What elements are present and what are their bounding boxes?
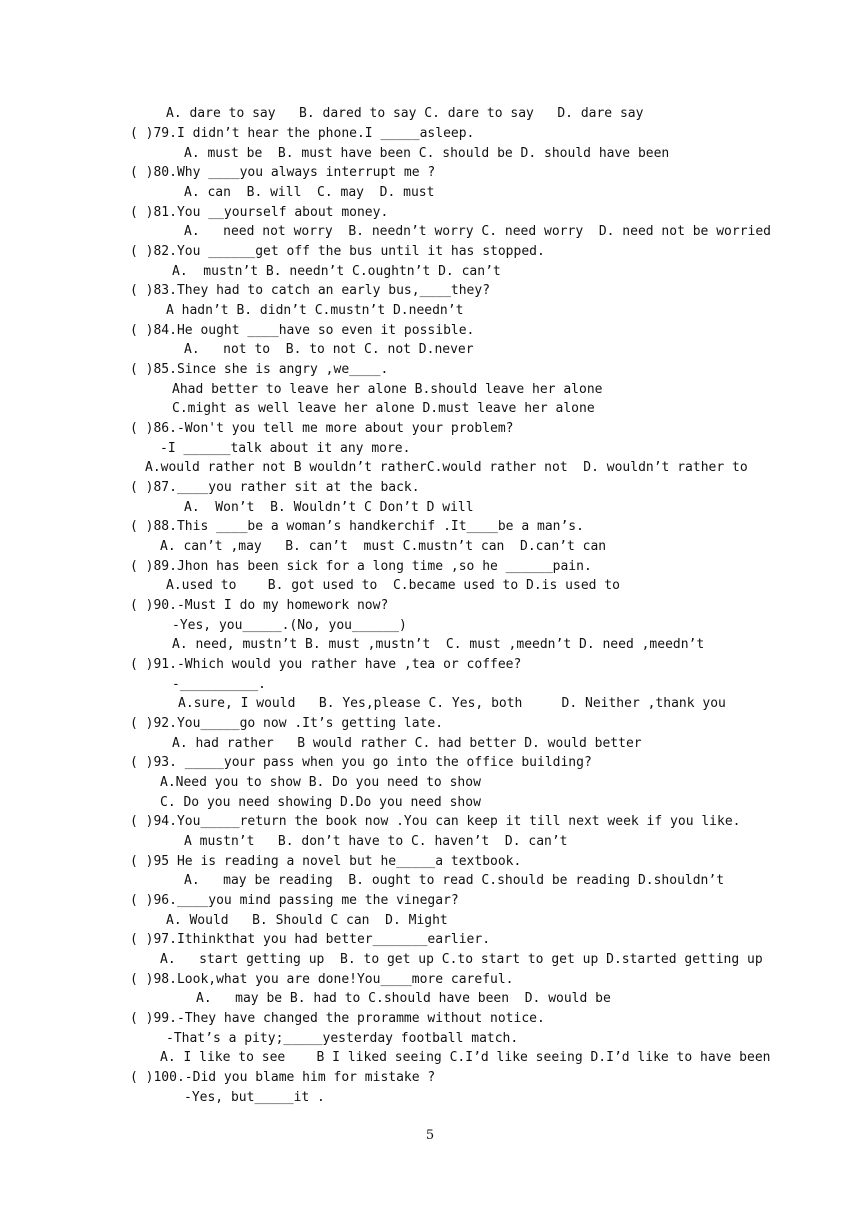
question-line: ( )84.He ought ____have so even it possible.: [130, 323, 475, 338]
question-line: ( )85.Since she is angry ,we____.: [130, 362, 389, 377]
option-line: A. start getting up B. to get up C.to start to get up D.started getting up: [160, 952, 763, 967]
question-line: -I ______talk about it any more.: [160, 441, 411, 456]
question-line: ( )95 He is reading a novel but he_____a textbook.: [130, 854, 522, 869]
question-line: ( )83.They had to catch an early bus,____they?: [130, 283, 491, 298]
option-line: A. Won’t B. Wouldn’t C Don’t D will: [184, 500, 474, 515]
option-line: C.might as well leave her alone D.must leave her alone: [172, 401, 595, 416]
question-line: -That’s a pity;_____yesterday football match.: [166, 1031, 519, 1046]
option-line: C. Do you need showing D.Do you need show: [160, 795, 481, 810]
question-line: -Yes, you_____.(No, you______): [172, 618, 407, 633]
option-line: A. dare to say B. dared to say C. dare to say D. dare say: [166, 106, 644, 121]
question-line: ( )91.-Which would you rather have ,tea or coffee?: [130, 657, 522, 672]
question-line: ( )100.-Did you blame him for mistake ?: [130, 1070, 436, 1085]
option-line: A. need, mustn’t B. must ,mustn’t C. must ,meedn’t D. need ,meedn’t: [172, 637, 705, 652]
question-line: ( )81.You __yourself about money.: [130, 205, 389, 220]
option-line: A hadn’t B. didn’t C.mustn’t D.needn’t: [166, 303, 464, 318]
option-line: A. Would B. Should C can D. Might: [166, 913, 448, 928]
option-line: A. can’t ,may B. can’t must C.mustn’t can D.can’t can: [160, 539, 607, 554]
option-line: A. can B. will C. may D. must: [184, 185, 435, 200]
question-line: -Yes, but_____it .: [184, 1090, 325, 1105]
question-line: ( )94.You_____return the book now .You can keep it till next week if you like.: [130, 814, 741, 829]
question-line: ( )87.____you rather sit at the back.: [130, 480, 420, 495]
question-line: ( )80.Why ____you always interrupt me ?: [130, 165, 436, 180]
option-line: A. must be B. must have been C. should be D. should have been: [184, 146, 670, 161]
question-line: ( )90.-Must I do my homework now?: [130, 598, 389, 613]
option-line: A. mustn’t B. needn’t C.oughtn’t D. can’t: [172, 264, 501, 279]
question-line: ( )79.I didn’t hear the phone.I _____asleep.: [130, 126, 475, 141]
option-line: A. may be reading B. ought to read C.should be reading D.shouldn’t: [184, 873, 725, 888]
question-line: ( )88.This ____be a woman’s handkerchif .It____be a man’s.: [130, 519, 584, 534]
question-line: ( )89.Jhon has been sick for a long time ,so he ______pain.: [130, 559, 592, 574]
option-line: A.would rather not B wouldn’t ratherC.would rather not D. wouldn’t rather to: [145, 460, 748, 475]
option-line: A. had rather B would rather C. had better D. would better: [172, 736, 642, 751]
question-line: ( )97.Ithinkthat you had better_______earlier.: [130, 932, 491, 947]
question-line: ( )92.You_____go now .It’s getting late.: [130, 716, 444, 731]
option-line: A. I like to see B I liked seeing C.I’d like seeing D.I’d like to have been: [160, 1050, 771, 1065]
option-line: A.sure, I would B. Yes,please C. Yes, both D. Neither ,thank you: [178, 696, 726, 711]
option-line: Ahad better to leave her alone B.should leave her alone: [172, 382, 603, 397]
option-line: A. not to B. to not C. not D.never: [184, 342, 474, 357]
question-line: ( )99.-They have changed the proramme without notice.: [130, 1011, 545, 1026]
option-line: A.Need you to show B. Do you need to show: [160, 775, 481, 790]
question-line: ( )96.____you mind passing me the vinegar?: [130, 893, 459, 908]
page-number: 5: [425, 1128, 435, 1143]
question-line: ( )98.Look,what you are done!You____more careful.: [130, 972, 514, 987]
option-line: A mustn’t B. don’t have to C. haven’t D. can’t: [184, 834, 568, 849]
option-line: A. need not worry B. needn’t worry C. need worry D. need not be worried: [184, 224, 771, 239]
question-line: ( )93. _____your pass when you go into the office building?: [130, 755, 592, 770]
option-line: A. may be B. had to C.should have been D. would be: [196, 991, 611, 1006]
question-line: ( )86.-Won't you tell me more about your problem?: [130, 421, 514, 436]
question-line: -__________.: [172, 677, 266, 692]
question-line: ( )82.You ______get off the bus until it has stopped.: [130, 244, 545, 259]
option-line: A.used to B. got used to C.became used to D.is used to: [166, 578, 620, 593]
